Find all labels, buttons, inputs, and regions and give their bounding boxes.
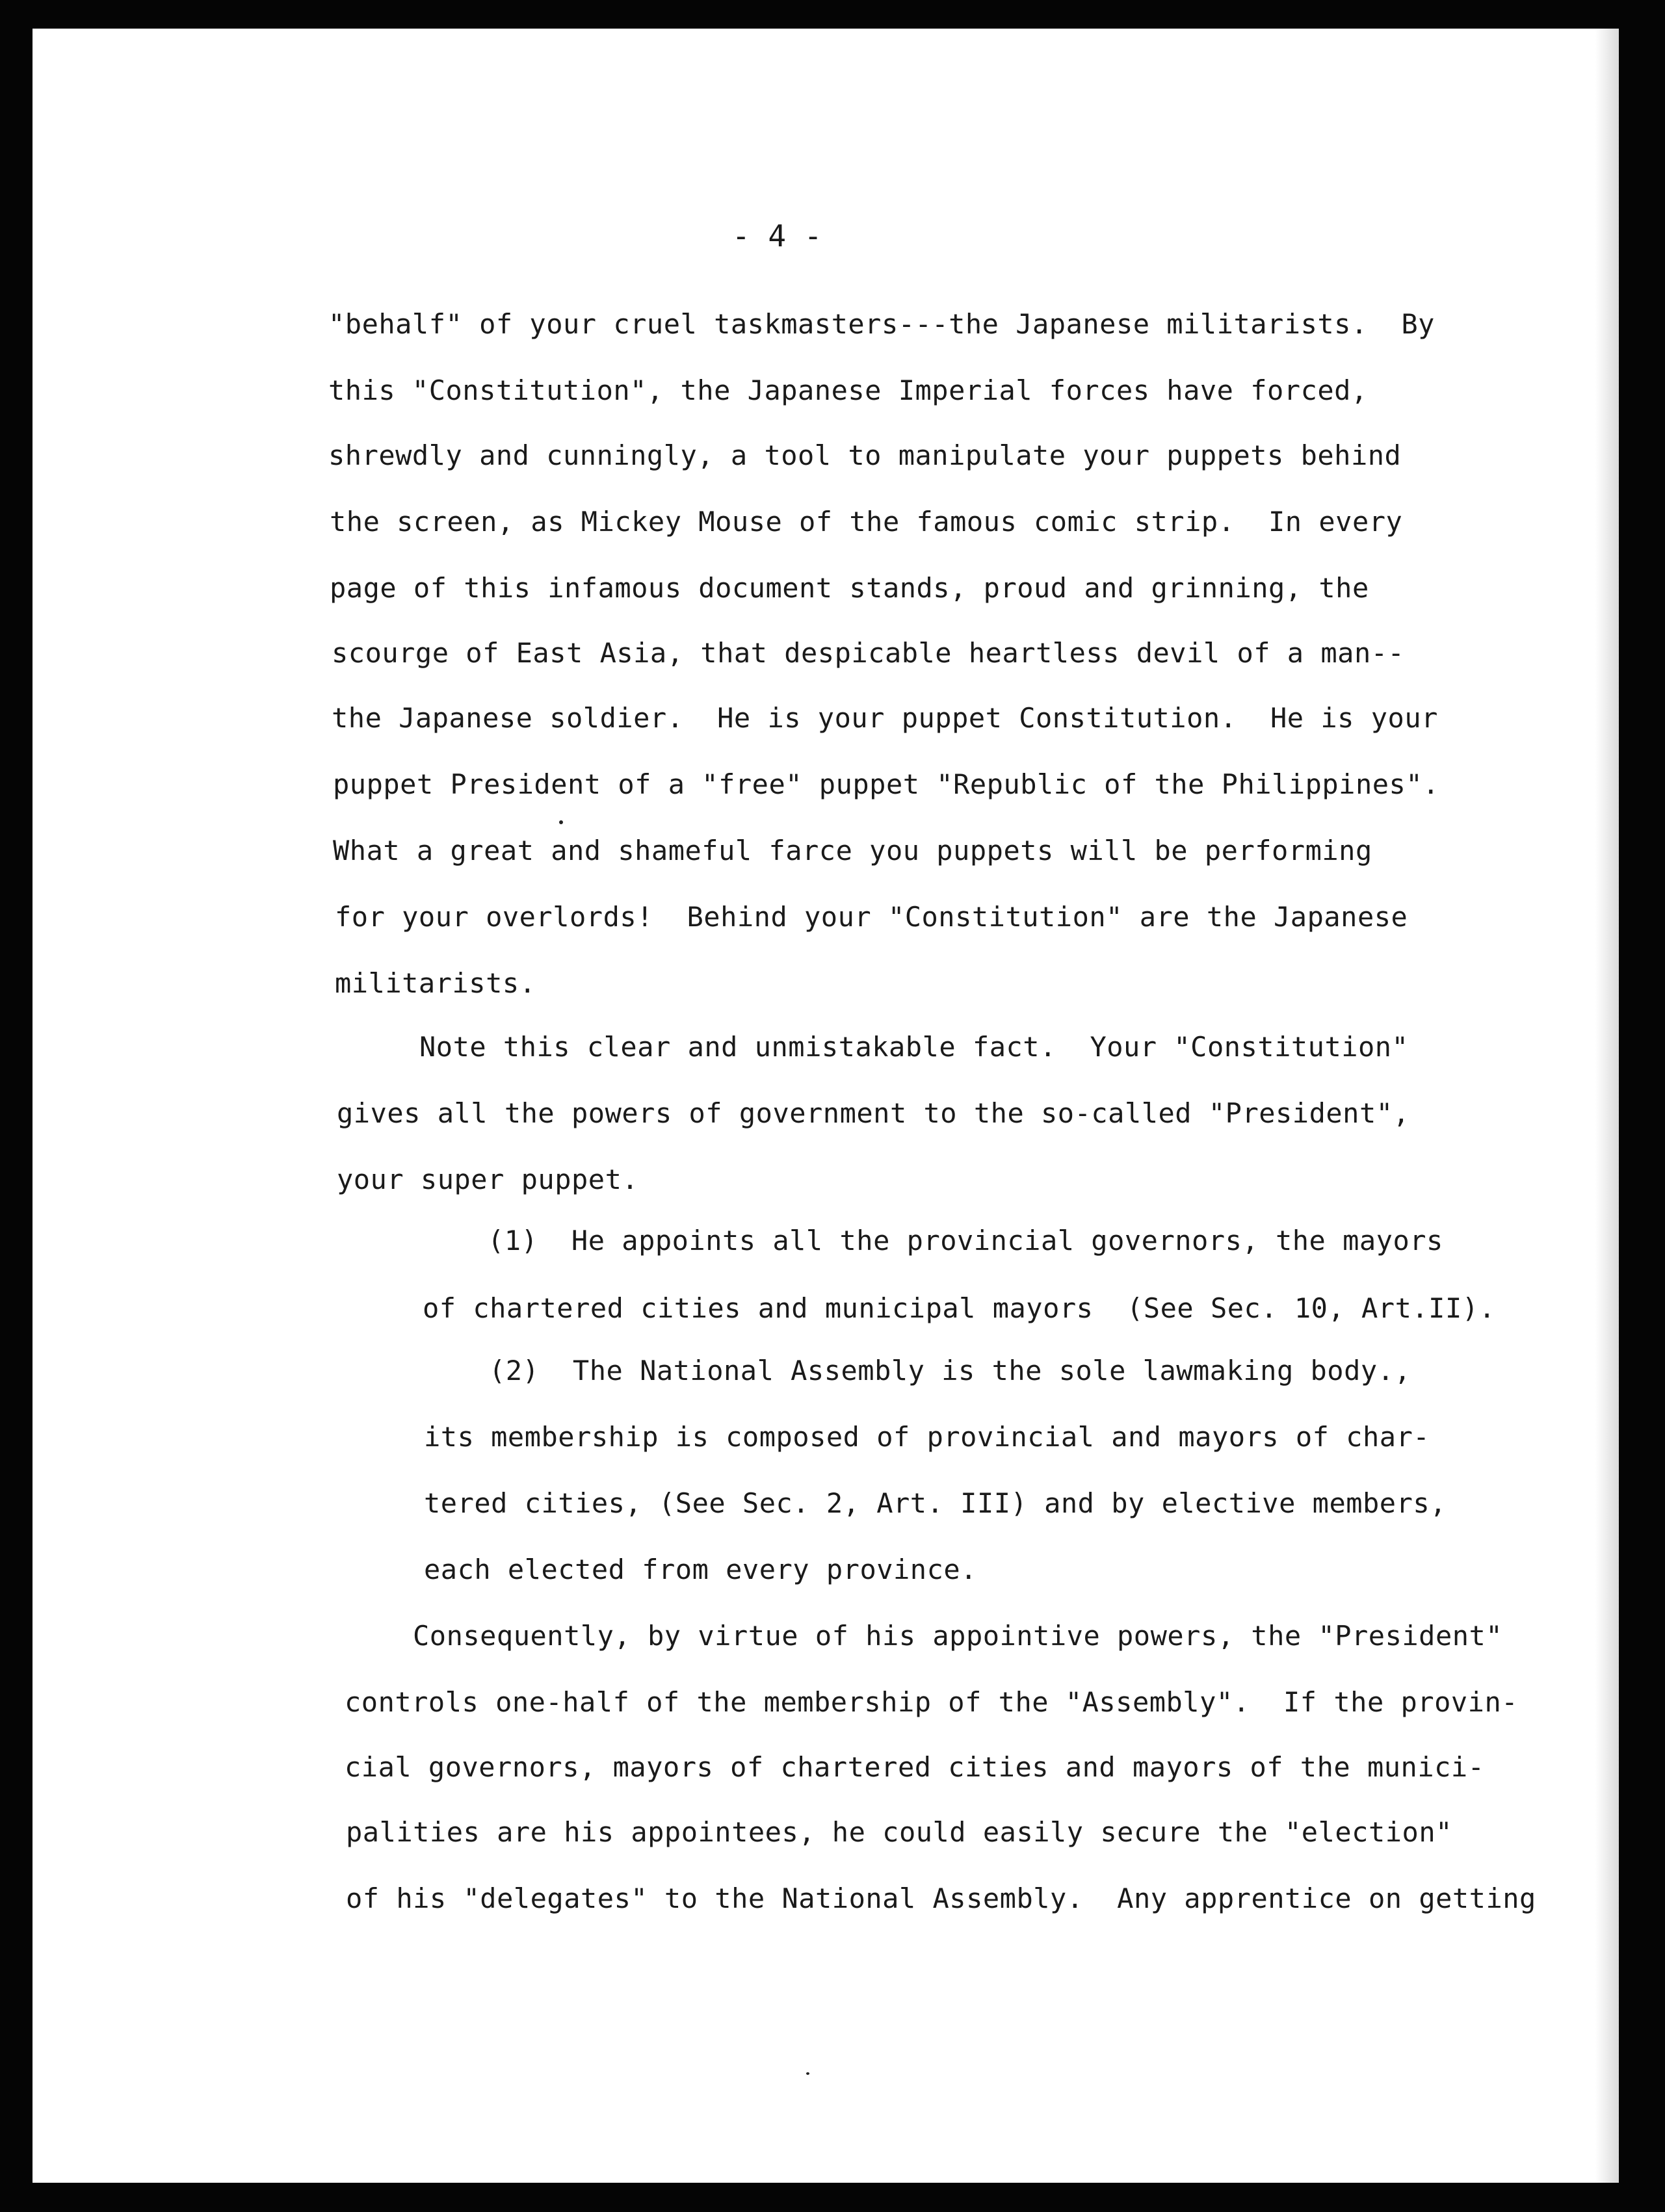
body-line-5: page of this infamous document stands, proud and grinning, the [330,572,1369,604]
scan-speck [806,2072,809,2075]
body-line-7: the Japanese soldier. He is your puppet Constitution. He is your [332,702,1438,734]
body-line-23: cial governors, mayors of chartered cities and mayors of the munici- [345,1751,1485,1783]
body-line-4: the screen, as Mickey Mouse of the famous comic strip. In every [330,506,1403,538]
list-item-2-line-3: tered cities, (See Sec. 2, Art. III) and by elective members, [424,1487,1447,1519]
body-line-21: Consequently, by virtue of his appointive powers, the "President" [413,1620,1503,1652]
body-line-22: controls one-half of the membership of the "Assembly". If the provin- [345,1686,1519,1718]
page-number: - 4 - [732,218,822,254]
body-line-8: puppet President of a "free" puppet "Republic of the Philippines". [333,768,1439,800]
list-item-2-line-4: each elected from every province. [424,1554,977,1585]
body-line-14: your super puppet. [337,1164,639,1195]
body-line-13: gives all the powers of government to the so-called "President", [337,1097,1410,1129]
body-line-1: "behalf" of your cruel taskmasters---the Japanese militarists. By [328,308,1435,340]
list-item-2-line-2: its membership is composed of provincial and mayors of char- [424,1421,1430,1453]
list-item-2-line-1: (2) The National Assembly is the sole lawmaking body., [489,1355,1411,1386]
body-line-12: Note this clear and unmistakable fact. Your "Constitution" [419,1031,1409,1063]
body-line-25: of his "delegates" to the National Assembly. Any apprentice on getting [346,1882,1536,1914]
scan-speck [559,820,563,824]
body-line-24: palities are his appointees, he could easily secure the "election" [346,1816,1452,1848]
page-edge-shadow [1595,29,1619,2183]
body-line-6: scourge of East Asia, that despicable heartless devil of a man-- [332,637,1405,669]
body-line-11: militarists. [335,967,536,999]
list-item-1-line-1: (1) He appoints all the provincial governors, the mayors [488,1225,1443,1256]
body-line-10: for your overlords! Behind your "Constitution" are the Japanese [335,901,1408,933]
list-item-1-line-2: of chartered cities and municipal mayors (See Sec. 10, Art.II). [423,1292,1496,1324]
body-line-3: shrewdly and cunningly, a tool to manipulate your puppets behind [328,439,1402,471]
body-line-9: What a great and shameful farce you puppets will be performing [333,835,1372,866]
body-line-2: this "Constitution", the Japanese Imperial forces have forced, [328,374,1368,406]
